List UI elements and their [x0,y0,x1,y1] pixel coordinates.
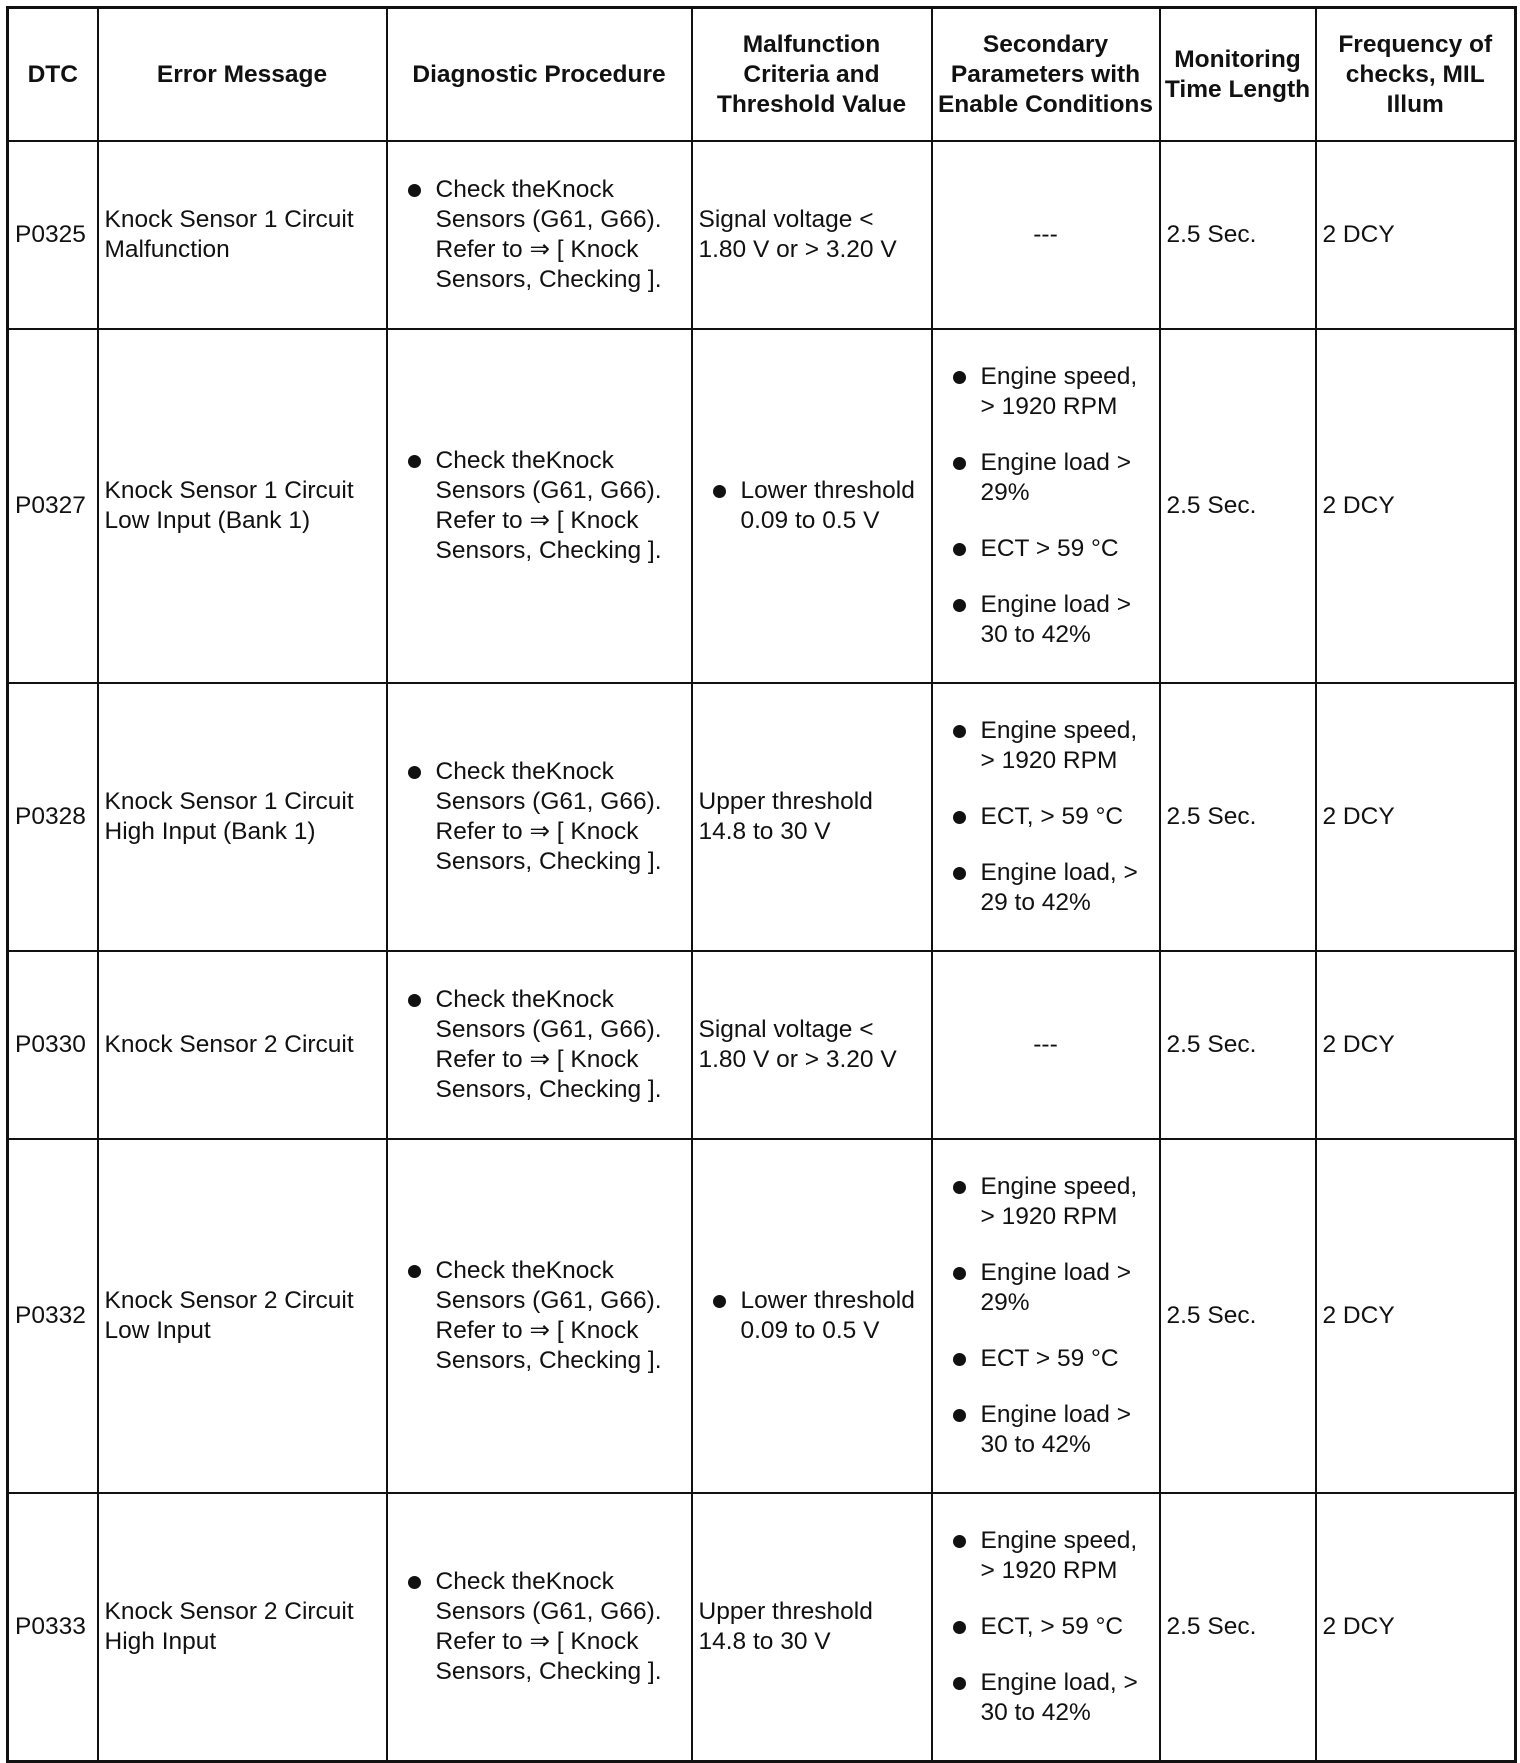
dtc-code: P0332 [8,1139,98,1493]
frequency: 2 DCY [1316,329,1516,683]
table-row [8,951,1516,1139]
secondary-parameters [932,683,1160,951]
malfunction-criteria: Upper threshold 14.8 to 30 V [692,1493,932,1761]
secondary-bullet: Engine speed, > 1920 RPM [939,716,1153,776]
procedure-bullet: Check theKnock Sensors (G61, G66). Refer to ⇒ [ Knock Sensors, Checking ]. [394,985,685,1105]
dtc-code: P0328 [8,683,98,951]
diagnostic-procedure [387,329,692,683]
monitoring-time: 2.5 Sec. [1160,1139,1316,1493]
header-diagnostic-procedure: Diagnostic Procedure [387,8,692,142]
secondary-bullet: Engine speed, > 1920 RPM [939,1526,1153,1586]
dtc-code: P0333 [8,1493,98,1761]
diagnostic-procedure [387,951,692,1139]
secondary-bullet: ECT, > 59 °C [939,1612,1153,1642]
criteria-bullet: Lower threshold 0.09 to 0.5 V [699,476,925,536]
frequency: 2 DCY [1316,1139,1516,1493]
diagnostic-procedure [387,141,692,329]
procedure-bullet: Check theKnock Sensors (G61, G66). Refer to ⇒ [ Knock Sensors, Checking ]. [394,1256,685,1376]
frequency: 2 DCY [1316,141,1516,329]
table-row [8,1493,1516,1761]
diagnostic-procedure [387,1493,692,1761]
malfunction-criteria [692,1139,932,1493]
frequency: 2 DCY [1316,1493,1516,1761]
frequency: 2 DCY [1316,951,1516,1139]
malfunction-criteria: Signal voltage < 1.80 V or > 3.20 V [692,141,932,329]
header-secondary-parameters: Secondary Parameters with Enable Conditions [932,8,1160,142]
dtc-table-container [6,6,1517,1763]
secondary-bullet: Engine speed, > 1920 RPM [939,1172,1153,1232]
frequency: 2 DCY [1316,683,1516,951]
secondary-parameters [932,1493,1160,1761]
monitoring-time: 2.5 Sec. [1160,141,1316,329]
secondary-bullet: Engine load, > 29 to 42% [939,858,1153,918]
procedure-bullet: Check theKnock Sensors (G61, G66). Refer to ⇒ [ Knock Sensors, Checking ]. [394,446,685,566]
dtc-code: P0325 [8,141,98,329]
secondary-bullet: Engine load, > 30 to 42% [939,1668,1153,1728]
secondary-bullet: ECT > 59 °C [939,534,1153,564]
header-dtc: DTC [8,8,98,142]
table-row [8,1139,1516,1493]
table-row [8,683,1516,951]
diagnostic-procedure [387,1139,692,1493]
dtc-table [6,6,1517,1763]
secondary-parameters [932,329,1160,683]
criteria-bullet: Lower threshold 0.09 to 0.5 V [699,1286,925,1346]
malfunction-criteria [692,329,932,683]
table-row [8,329,1516,683]
monitoring-time: 2.5 Sec. [1160,329,1316,683]
header-monitoring-time: Monitoring Time Length [1160,8,1316,142]
error-message: Knock Sensor 1 Circuit High Input (Bank 1) [98,683,387,951]
error-message: Knock Sensor 1 Circuit Malfunction [98,141,387,329]
secondary-bullet: Engine load > 29% [939,448,1153,508]
error-message: Knock Sensor 2 Circuit Low Input [98,1139,387,1493]
procedure-bullet: Check theKnock Sensors (G61, G66). Refer to ⇒ [ Knock Sensors, Checking ]. [394,175,685,295]
monitoring-time: 2.5 Sec. [1160,683,1316,951]
secondary-bullet: Engine load > 29% [939,1258,1153,1318]
header-frequency: Frequency of checks, MIL Illum [1316,8,1516,142]
error-message: Knock Sensor 2 Circuit High Input [98,1493,387,1761]
secondary-parameters: --- [932,951,1160,1139]
error-message: Knock Sensor 1 Circuit Low Input (Bank 1) [98,329,387,683]
malfunction-criteria: Upper threshold 14.8 to 30 V [692,683,932,951]
secondary-bullet: Engine speed, > 1920 RPM [939,362,1153,422]
dtc-code: P0330 [8,951,98,1139]
table-row [8,141,1516,329]
header-error-message: Error Message [98,8,387,142]
monitoring-time: 2.5 Sec. [1160,1493,1316,1761]
dtc-code: P0327 [8,329,98,683]
malfunction-criteria: Signal voltage < 1.80 V or > 3.20 V [692,951,932,1139]
procedure-bullet: Check theKnock Sensors (G61, G66). Refer to ⇒ [ Knock Sensors, Checking ]. [394,1567,685,1687]
error-message: Knock Sensor 2 Circuit [98,951,387,1139]
secondary-bullet: Engine load > 30 to 42% [939,590,1153,650]
secondary-bullet: ECT, > 59 °C [939,802,1153,832]
secondary-bullet: ECT > 59 °C [939,1344,1153,1374]
diagnostic-procedure [387,683,692,951]
header-malfunction-criteria: Malfunction Criteria and Threshold Value [692,8,932,142]
header-row [8,8,1516,142]
secondary-parameters [932,1139,1160,1493]
secondary-parameters: --- [932,141,1160,329]
monitoring-time: 2.5 Sec. [1160,951,1316,1139]
secondary-bullet: Engine load > 30 to 42% [939,1400,1153,1460]
procedure-bullet: Check theKnock Sensors (G61, G66). Refer to ⇒ [ Knock Sensors, Checking ]. [394,757,685,877]
